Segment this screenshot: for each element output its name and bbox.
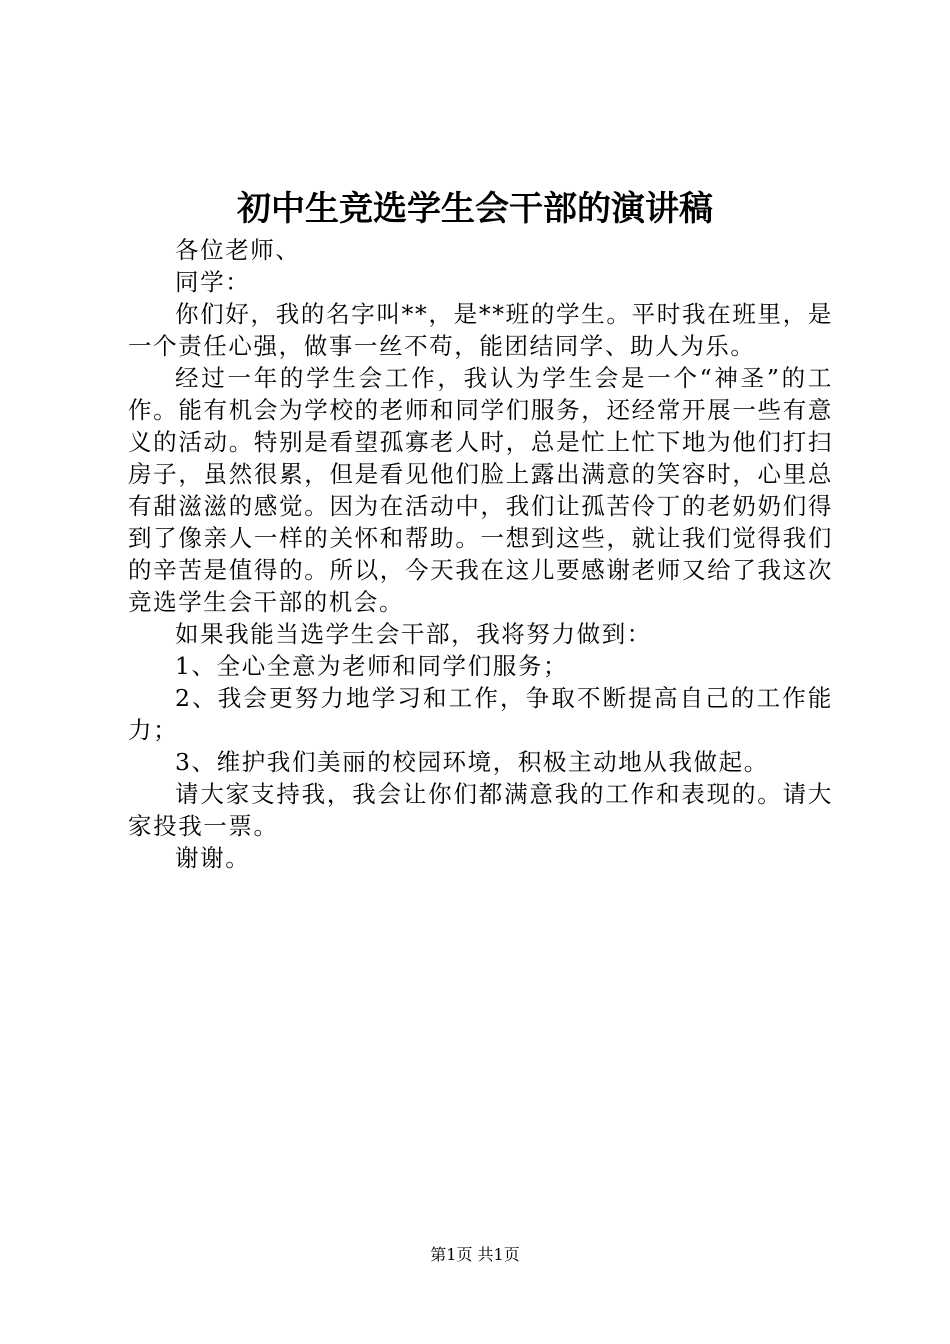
paragraph-salutation-1: 各位老师、 (175, 236, 301, 264)
paragraph-pledge-2: 2、我会更努力地学习和工作，争取不断提高自己的工作能力； (128, 684, 833, 744)
page-footer: 第1页 共1页 (430, 1245, 520, 1264)
paragraph-pledge-intro: 如果我能当选学生会干部，我将努力做到： (175, 620, 652, 648)
paragraph-salutation-2: 同学： (175, 268, 251, 296)
paragraph-experience: 经过一年的学生会工作，我认为学生会是一个“神圣”的工作。能有机会为学校的老师和同学们服务，还经常开展一些有意义的活动。特别是看望孤寡老人时，总是忙上忙下地为他们打扫房子，虽然很累，但是看见他们脸上露出满意的笑容时，心里总有甜滋滋的感觉。因为在活动中，我们让孤苦伶丁的老奶奶们得到了像亲人一样的关怀和帮助。一想到这些，就让我们觉得我们的辛苦是值得的。所以，今天我在这儿要感谢老师又给了我这次竞选学生会干部的机会。 (128, 364, 833, 616)
paragraph-pledge-1: 1、全心全意为老师和同学们服务； (175, 652, 569, 680)
document-title: 初中生竞选学生会干部的演讲稿 (237, 189, 713, 229)
document-body (128, 234, 833, 874)
paragraph-appeal: 请大家支持我，我会让你们都满意我的工作和表现的。请大家投我一票。 (128, 780, 833, 840)
paragraph-introduction: 你们好，我的名字叫**，是**班的学生。平时我在班里，是一个责任心强，做事一丝不苟，能团结同学、助人为乐。 (128, 300, 833, 360)
paragraph-pledge-3: 3、维护我们美丽的校园环境，积极主动地从我做起。 (175, 748, 769, 776)
paragraph-thanks: 谢谢。 (175, 844, 251, 872)
